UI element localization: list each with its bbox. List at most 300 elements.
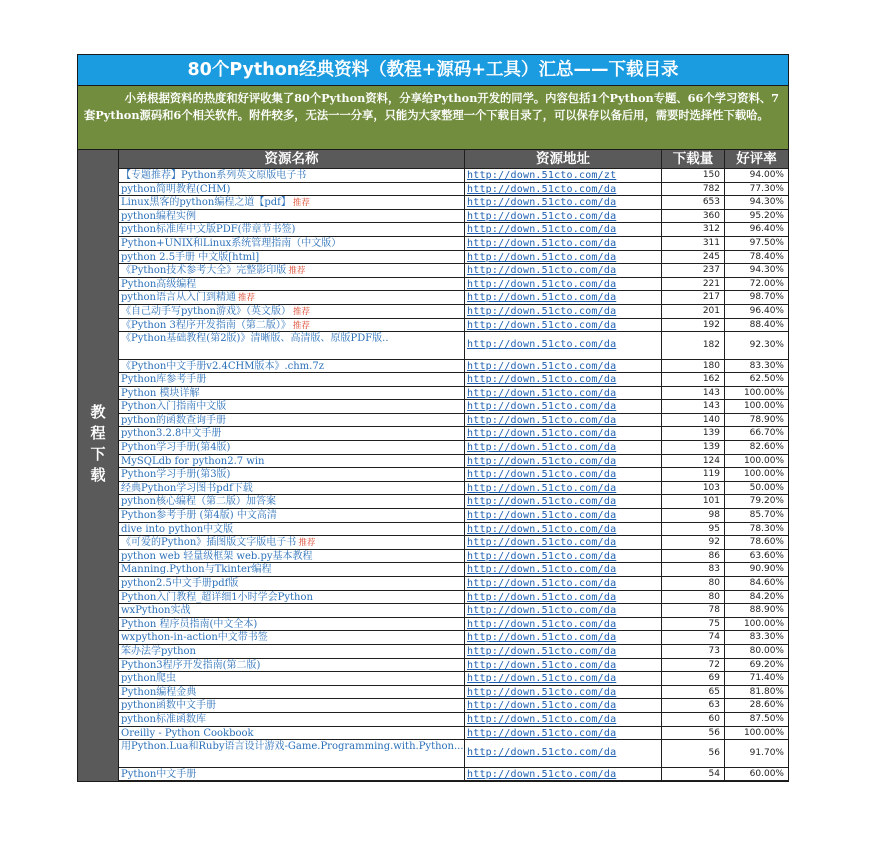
resource-name [119,305,465,318]
download-count [662,740,725,766]
download-count-text: 63 [708,700,720,711]
table-row [119,251,788,265]
resource-link[interactable] [465,387,662,400]
resource-name-text: Python+UNIX和Linux系统管理指南（中文版） [121,237,342,249]
rating-value-text: 78.30% [749,523,784,534]
download-count-text: 83 [708,564,720,575]
resource-link[interactable] [465,291,662,304]
table-row [119,495,788,509]
download-count [662,264,725,277]
resource-link[interactable] [465,196,662,209]
resource-link-text[interactable]: http://down.51cto.com/da [467,659,617,671]
header-rating: 好评率 [736,151,777,167]
rating-value [725,264,788,277]
table-row [119,672,788,686]
rating-value-text: 91.70% [749,748,784,759]
resource-link-text[interactable]: http://down.51cto.com/da [467,564,617,576]
table-row [119,591,788,605]
resource-name-text: Python库参考手册 [121,374,207,386]
download-count [662,523,725,536]
download-count-text: 75 [708,618,720,629]
download-count [662,414,725,427]
table-row [119,468,788,482]
rating-value [725,482,788,495]
resource-link[interactable] [465,455,662,468]
resource-link[interactable] [465,400,662,413]
resource-name [119,291,465,304]
rating-value [725,387,788,400]
download-count-text: 140 [702,414,720,425]
rating-value [725,536,788,549]
resource-name-text: 【专题推荐】Python系列英文原版电子书 [121,170,307,181]
table-row [119,278,788,292]
resource-link-text[interactable]: http://down.51cto.com/da [467,768,617,780]
rating-value-text: 28.60% [749,700,784,711]
rating-value-text: 79.20% [749,496,784,507]
download-count-text: 139 [702,428,720,439]
resource-link[interactable] [465,319,662,332]
resource-link-text[interactable]: http://down.51cto.com/da [467,210,617,222]
resource-name [119,577,465,590]
resource-name-text: python标准函数库 [121,713,206,725]
resource-link-text[interactable]: http://down.51cto.com/da [467,537,617,549]
resource-link[interactable] [465,495,662,508]
table-row [119,237,788,251]
recommend-tag: 推荐 [288,266,306,277]
resource-link-text[interactable]: http://down.51cto.com/da [467,496,617,508]
rating-value [725,577,788,590]
header-resource-url: 资源地址 [465,150,662,168]
resource-link[interactable] [465,427,662,440]
rating-value [725,223,788,236]
resource-link[interactable] [465,740,662,766]
table-row [119,360,788,374]
download-count-text: 56 [708,748,720,759]
resource-link-text[interactable]: http://down.51cto.com/da [467,469,617,481]
rating-value-text: 100.00% [743,401,784,412]
download-count [662,768,725,781]
download-count-text: 103 [702,482,720,493]
resource-link-text[interactable]: http://down.51cto.com/da [467,591,617,603]
rating-value [725,659,788,672]
download-count [662,659,725,672]
resource-name [119,509,465,522]
rating-value-text: 90.90% [749,564,784,575]
download-count-text: 80 [708,578,720,589]
recommend-tag: 推荐 [237,293,255,304]
resource-link-text[interactable]: http://down.51cto.com/da [467,428,617,440]
resource-link[interactable] [465,278,662,291]
resource-table [119,150,788,781]
rating-value [725,441,788,454]
rating-value-text: 84.20% [749,591,784,602]
resource-name [119,495,465,508]
resource-link[interactable] [465,768,662,781]
resource-link[interactable] [465,604,662,617]
resource-link-text[interactable]: http://down.51cto.com/da [467,319,617,331]
resource-link-text[interactable]: http://down.51cto.com/da [467,224,617,236]
resource-name-text: 《Python 3程序开发指南（第二版）》 [121,319,291,331]
download-count [662,427,725,440]
resource-link-text[interactable]: http://down.51cto.com/da [467,727,617,739]
resource-name [119,482,465,495]
resource-name [119,659,465,672]
rating-value-text: 78.90% [749,414,784,425]
download-count [662,169,725,182]
resource-link-text[interactable]: http://down.51cto.com/da [467,618,617,630]
rating-value-text: 94.00% [749,170,784,180]
resource-name [119,618,465,631]
resource-link[interactable] [465,591,662,604]
resource-link-text[interactable]: http://down.51cto.com/da [467,197,617,209]
resource-name-text: python3.2.8中文手册 [121,428,222,440]
rating-value-text: 95.20% [749,210,784,221]
download-count-text: 221 [702,278,720,289]
rating-value-text: 100.00% [743,469,784,480]
resource-grid [78,150,788,781]
download-count-text: 653 [702,197,720,208]
resource-name-text: Python3程序开发指南(第二版) [121,659,261,671]
resource-name-text: 笨办法学python [121,645,196,657]
download-count-text: 245 [702,251,720,262]
resource-link[interactable] [465,441,662,454]
download-count-text: 92 [708,537,720,548]
resource-name [119,400,465,413]
resource-link-text[interactable]: http://down.51cto.com/da [467,183,617,195]
rating-value-text: 77.30% [749,183,784,194]
table-row [119,264,788,278]
resource-link[interactable] [465,713,662,726]
rating-value [725,727,788,740]
download-directory-sheet [77,54,789,782]
download-count [662,727,725,740]
resource-link[interactable] [465,550,662,563]
resource-link[interactable] [465,360,662,373]
rating-value-text: 88.40% [749,319,784,330]
resource-link[interactable] [465,223,662,236]
resource-link-text[interactable]: http://down.51cto.com/da [467,578,617,590]
resource-name-text: 用Python.Lua和Ruby语言设计游戏-Game.Programming.with.Python... [121,741,464,753]
resource-name [119,672,465,685]
resource-name [119,319,465,332]
resource-link-text[interactable]: http://down.51cto.com/da [467,482,617,494]
rating-value-text: 97.50% [749,237,784,248]
download-count-text: 217 [702,292,720,303]
resource-name-text: python web 轻量级框架 web.py基本教程 [121,550,313,562]
download-count [662,305,725,318]
rating-value [725,645,788,658]
resource-name-text: python编程实例 [121,210,196,222]
rating-value-text: 66.70% [749,428,784,439]
resource-link[interactable] [465,237,662,250]
resource-name-text: 《Python基础教程(第2版)》清晰版、高清版、原版PDF版.. [121,333,389,345]
resource-name [119,223,465,236]
resource-link[interactable] [465,699,662,712]
rating-value [725,237,788,250]
table-row [119,686,788,700]
resource-name-text: python标准库中文版PDF(带章节书签) [121,224,296,236]
resource-link[interactable] [465,631,662,644]
download-count [662,468,725,481]
resource-link-text[interactable]: http://down.51cto.com/da [467,523,617,535]
rating-value [725,509,788,522]
resource-name [119,550,465,563]
resource-name-text: 《Python中文手册v2.4CHM版本》.chm.7z [121,360,324,372]
table-row [119,713,788,727]
download-count-text: 86 [708,550,720,561]
resource-name-text: Python编程金典 [121,686,197,698]
download-count-text: 78 [708,605,720,616]
table-row [119,196,788,210]
table-row [119,727,788,741]
rating-value-text: 62.50% [749,374,784,385]
resource-name-text: Python参考手册 (第4版) 中文高清 [121,510,277,522]
download-count [662,577,725,590]
download-count-text: 150 [702,170,720,180]
download-count-text: 56 [708,727,720,738]
resource-name [119,563,465,576]
table-row [119,740,788,767]
resource-link[interactable] [465,332,662,358]
rating-value [725,740,788,766]
rating-value [725,373,788,386]
download-count [662,319,725,332]
resource-link-text[interactable]: http://down.51cto.com/da [467,251,617,263]
table-row [119,618,788,632]
resource-link[interactable] [465,645,662,658]
resource-link[interactable] [465,210,662,223]
resource-name-text: Python 模块详解 [121,387,200,399]
table-row [119,210,788,224]
resource-link[interactable] [465,305,662,318]
resource-name-text: 《Python技术参考大全》完整影印版 [121,265,287,277]
rating-value [725,169,788,182]
resource-link[interactable] [465,618,662,631]
resource-link[interactable] [465,563,662,576]
resource-link-text[interactable]: http://down.51cto.com/da [467,645,617,657]
resource-link[interactable] [465,509,662,522]
rating-value-text: 85.70% [749,510,784,521]
resource-link[interactable] [465,251,662,264]
resource-link-text[interactable]: http://down.51cto.com/da [467,632,617,644]
rating-value-text: 92.30% [749,340,784,351]
resource-name-text: Oreilly - Python Cookbook [121,727,254,739]
category-label: 教程下载 [88,403,107,488]
rating-value [725,495,788,508]
table-row [119,169,788,183]
rating-value-text: 100.00% [743,455,784,466]
resource-name [119,332,465,358]
download-count [662,550,725,563]
table-row [119,319,788,333]
table-row [119,291,788,305]
download-count-text: 54 [708,768,720,779]
resource-name [119,414,465,427]
table-row [119,550,788,564]
rating-value [725,183,788,196]
rating-value [725,591,788,604]
rating-value-text: 96.40% [749,224,784,235]
resource-link[interactable] [465,169,662,182]
resource-link-text[interactable]: http://down.51cto.com/da [467,442,617,454]
download-count [662,210,725,223]
resource-link[interactable] [465,577,662,590]
rating-value-text: 78.40% [749,251,784,262]
resource-link-text[interactable]: http://down.51cto.com/da [467,605,617,617]
rating-value-text: 80.00% [749,645,784,656]
download-count [662,482,725,495]
download-count-text: 72 [708,659,720,670]
resource-link-text[interactable]: http://down.51cto.com/da [467,686,617,698]
resource-name-text: Python中文手册 [121,768,197,780]
rating-value-text: 88.90% [749,605,784,616]
rating-value [725,699,788,712]
download-count [662,237,725,250]
resource-link-text[interactable]: http://down.51cto.com/da [467,700,617,712]
resource-name [119,210,465,223]
resource-name-text: python核心编程（第二版）加答案 [121,496,276,508]
resource-name [119,686,465,699]
download-count-text: 180 [702,360,720,371]
rating-value [725,604,788,617]
rating-value [725,278,788,291]
table-row [119,577,788,591]
resource-link[interactable] [465,536,662,549]
rating-value [725,713,788,726]
resource-link[interactable] [465,264,662,277]
download-count [662,645,725,658]
download-count-text: 143 [702,387,720,398]
resource-name-text: python简明教程(CHM) [121,183,231,195]
resource-link-text[interactable]: http://down.51cto.com/da [467,414,617,426]
resource-link[interactable] [465,482,662,495]
download-count [662,278,725,291]
rating-value-text: 94.30% [749,197,784,208]
rating-value [725,455,788,468]
rating-value-text: 71.40% [749,673,784,684]
resource-link[interactable] [465,373,662,386]
resource-name-text: Python入门教程_超详细1小时学会Python [121,591,313,603]
rating-value-text: 69.20% [749,659,784,670]
table-body [119,169,788,781]
resource-name [119,591,465,604]
rating-value-text: 100.00% [743,387,784,398]
download-count-text: 237 [702,265,720,276]
resource-name-text: wxPython实战 [121,605,191,617]
resource-name-text: dive into python中文版 [121,523,234,535]
resource-link-text[interactable]: http://down.51cto.com/da [467,305,617,317]
rating-value-text: 72.00% [749,278,784,289]
rating-value-text: 100.00% [743,618,784,629]
resource-link[interactable] [465,727,662,740]
resource-link[interactable] [465,523,662,536]
resource-link-text[interactable]: http://down.51cto.com/da [467,278,617,290]
download-count [662,400,725,413]
resource-link-text[interactable]: http://down.51cto.com/da [467,374,617,386]
resource-name-text: Python学习手册(第4版) [121,442,231,454]
rating-value [725,291,788,304]
rating-value [725,305,788,318]
resource-link[interactable] [465,672,662,685]
resource-link-text[interactable]: http://down.51cto.com/da [467,237,617,249]
resource-name [119,523,465,536]
rating-value-text: 100.00% [743,727,784,738]
rating-value-text: 78.60% [749,537,784,548]
download-count-text: 139 [702,442,720,453]
download-count-text: 101 [702,496,720,507]
download-count [662,618,725,631]
resource-link[interactable] [465,414,662,427]
resource-link[interactable] [465,659,662,672]
rating-value [725,618,788,631]
resource-link-text[interactable]: http://down.51cto.com/da [467,713,617,725]
resource-name-text: MySQLdb for python2.7 win [121,455,265,467]
resource-name [119,536,465,549]
download-count [662,699,725,712]
table-row [119,183,788,197]
resource-link-text[interactable]: http://down.51cto.com/da [467,292,617,304]
download-count [662,672,725,685]
resource-name-text: wxpython-in-action中文带书签 [121,632,268,644]
resource-name [119,468,465,481]
rating-value-text: 84.60% [749,578,784,589]
table-row [119,604,788,618]
table-row [119,768,788,782]
header-resource-name: 资源名称 [119,150,465,168]
table-row [119,482,788,496]
resource-link-text[interactable]: http://down.51cto.com/da [467,339,617,351]
resource-name-text: python爬虫 [121,673,176,685]
rating-value-text: 83.30% [749,632,784,643]
resource-link[interactable] [465,468,662,481]
rating-value [725,251,788,264]
resource-name [119,740,465,766]
download-count-text: 162 [702,374,720,385]
resource-link-text[interactable]: http://down.51cto.com/da [467,747,617,759]
resource-link-text[interactable]: http://down.51cto.com/da [467,360,617,372]
download-count [662,536,725,549]
table-row [119,631,788,645]
resource-name [119,264,465,277]
download-count-text: 60 [708,713,720,724]
resource-link[interactable] [465,686,662,699]
table-row [119,305,788,319]
resource-name [119,196,465,209]
rating-value [725,427,788,440]
resource-link-text[interactable]: http://down.51cto.com/da [467,265,617,277]
resource-name-text: Manning.Python与Tkinter编程 [121,564,272,576]
resource-link-text[interactable]: http://down.51cto.com/da [467,550,617,562]
rating-value [725,414,788,427]
table-row [119,563,788,577]
resource-link-text[interactable]: http://down.51cto.com/zt [467,170,617,181]
resource-link-text[interactable]: http://down.51cto.com/da [467,401,617,413]
resource-link-text[interactable]: http://down.51cto.com/da [467,455,617,467]
resource-name [119,713,465,726]
recommend-tag: 推荐 [292,320,310,331]
resource-link[interactable] [465,183,662,196]
resource-link-text[interactable]: http://down.51cto.com/da [467,387,617,399]
download-count-text: 782 [702,183,720,194]
rating-value-text: 96.40% [749,305,784,316]
resource-name-text: python语言从入门到精通 [121,292,236,304]
resource-link-text[interactable]: http://down.51cto.com/da [467,510,617,522]
resource-link-text[interactable]: http://down.51cto.com/da [467,673,617,685]
download-count-text: 98 [708,510,720,521]
table-row [119,659,788,673]
download-count-text: 312 [702,224,720,235]
recommend-tag: 推荐 [298,538,316,549]
